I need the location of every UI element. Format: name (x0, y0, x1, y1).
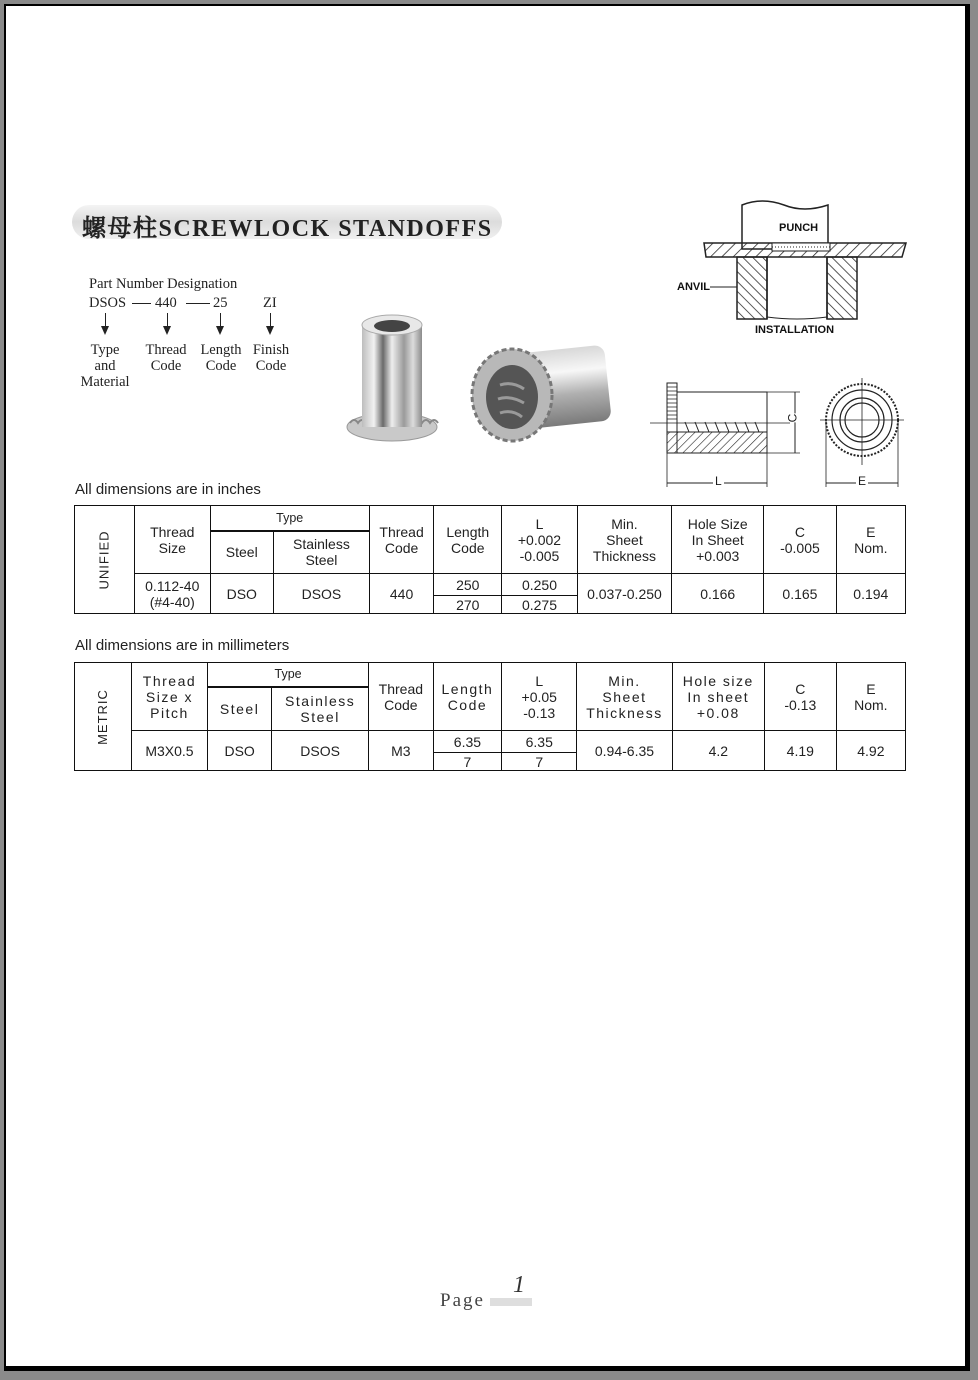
cell-e: 4.92 (836, 731, 905, 771)
unified-units-note: All dimensions are in inches (75, 481, 261, 498)
cell-steel: DSO (208, 731, 272, 771)
installation-diagram (670, 195, 910, 345)
header-thread-size: Thread Size (135, 506, 211, 574)
arrow-down-icon (270, 313, 271, 327)
header-length-code: Length Code (434, 506, 502, 574)
arrow-down-icon (163, 326, 171, 335)
dimension-l-label: L (715, 474, 722, 488)
header-stainless: Stainless Steel (272, 687, 369, 731)
header-e: E Nom. (836, 663, 905, 731)
part-code-type: DSOS (89, 295, 127, 311)
title-en: SCREWLOCK STANDOFFS (158, 216, 493, 242)
arrow-down-icon (220, 313, 221, 327)
cell-thread-code: 440 (369, 574, 433, 614)
header-stainless: Stainless Steel (274, 531, 370, 574)
dimension-e-label: E (858, 474, 867, 488)
label-type-material: Type and Material (80, 342, 130, 390)
title-cn: 螺母柱 (82, 216, 159, 242)
metric-spec-table (74, 662, 906, 771)
header-e: E Nom. (836, 506, 905, 574)
header-hole-size: Hole size In sheet +0.08 (672, 663, 764, 731)
header-l: L +0.002 -0.005 (502, 506, 577, 574)
header-min-sheet: Min. Sheet Thickness (577, 663, 673, 731)
header-thread-code: Thread Code (369, 506, 433, 574)
product-photo (340, 305, 620, 465)
header-length-code: Length Code (433, 663, 502, 731)
cell-length-code: 6.35 (433, 731, 502, 753)
unified-side-label: UNIFIED (75, 506, 135, 614)
cell-stainless: DSOS (272, 731, 369, 771)
cell-length-code: 7 (433, 753, 502, 771)
part-code-thread: 440 (155, 295, 177, 311)
arrow-down-icon (167, 313, 168, 327)
cell-thread-size: 0.112-40 (#4-40) (135, 574, 211, 614)
cell-l: 0.275 (502, 596, 577, 614)
arrow-down-icon (216, 326, 224, 335)
cell-min-sheet: 0.037-0.250 (577, 574, 671, 614)
header-c: C -0.005 (764, 506, 836, 574)
arrow-down-icon (266, 326, 274, 335)
header-thread-code: Thread Code (369, 663, 433, 731)
header-c: C -0.13 (764, 663, 836, 731)
part-code-length: 25 (213, 295, 228, 311)
arrow-down-icon (101, 326, 109, 335)
metric-side-label: METRIC (75, 663, 132, 771)
cell-thread-code: M3 (369, 731, 433, 771)
header-type: Type (210, 506, 369, 531)
header-steel: Steel (208, 687, 272, 731)
table-row (75, 731, 906, 753)
header-thread-size-pitch: Thread Size x Pitch (131, 663, 207, 731)
cell-l: 0.250 (502, 574, 577, 596)
header-steel: Steel (210, 531, 273, 574)
installation-caption: INSTALLATION (755, 324, 835, 336)
dimension-c-label: C (785, 413, 800, 423)
page-label: Page (440, 1290, 485, 1311)
part-code-finish: ZI (263, 295, 277, 311)
header-l: L +0.05 -0.13 (502, 663, 577, 731)
table-row (75, 574, 906, 596)
header-type: Type (208, 663, 369, 687)
cell-hole-size: 4.2 (672, 731, 764, 771)
punch-label: PUNCH (779, 222, 819, 234)
cell-steel: DSO (210, 574, 273, 614)
unified-spec-table (74, 505, 906, 614)
cell-length-code: 250 (434, 574, 502, 596)
cell-stainless: DSOS (274, 574, 370, 614)
cell-hole-size: 0.166 (672, 574, 764, 614)
label-finish-code: Finish Code (252, 342, 290, 374)
cell-length-code: 270 (434, 596, 502, 614)
cell-thread-size: M3X0.5 (131, 731, 207, 771)
arrow-down-icon (105, 313, 106, 327)
cell-min-sheet: 0.94-6.35 (577, 731, 673, 771)
page-title (82, 208, 493, 243)
label-thread-code: Thread Code (145, 342, 187, 374)
page-number: 1 (513, 1272, 525, 1298)
cell-c: 4.19 (764, 731, 836, 771)
cell-c: 0.165 (764, 574, 836, 614)
part-number-heading: Part Number Designation (89, 276, 238, 292)
label-length-code: Length Code (200, 342, 242, 374)
metric-units-note: All dimensions are in millimeters (75, 637, 290, 654)
divider-dash (186, 303, 210, 304)
cell-l: 6.35 (502, 731, 577, 753)
divider-dash (132, 303, 151, 304)
header-min-sheet: Min. Sheet Thickness (577, 506, 671, 574)
header-hole-size: Hole Size In Sheet +0.003 (672, 506, 764, 574)
page-number-underline (490, 1298, 532, 1306)
cell-e: 0.194 (836, 574, 905, 614)
anvil-label: ANVIL (677, 281, 710, 293)
dimension-drawing (650, 375, 910, 490)
cell-l: 7 (502, 753, 577, 771)
